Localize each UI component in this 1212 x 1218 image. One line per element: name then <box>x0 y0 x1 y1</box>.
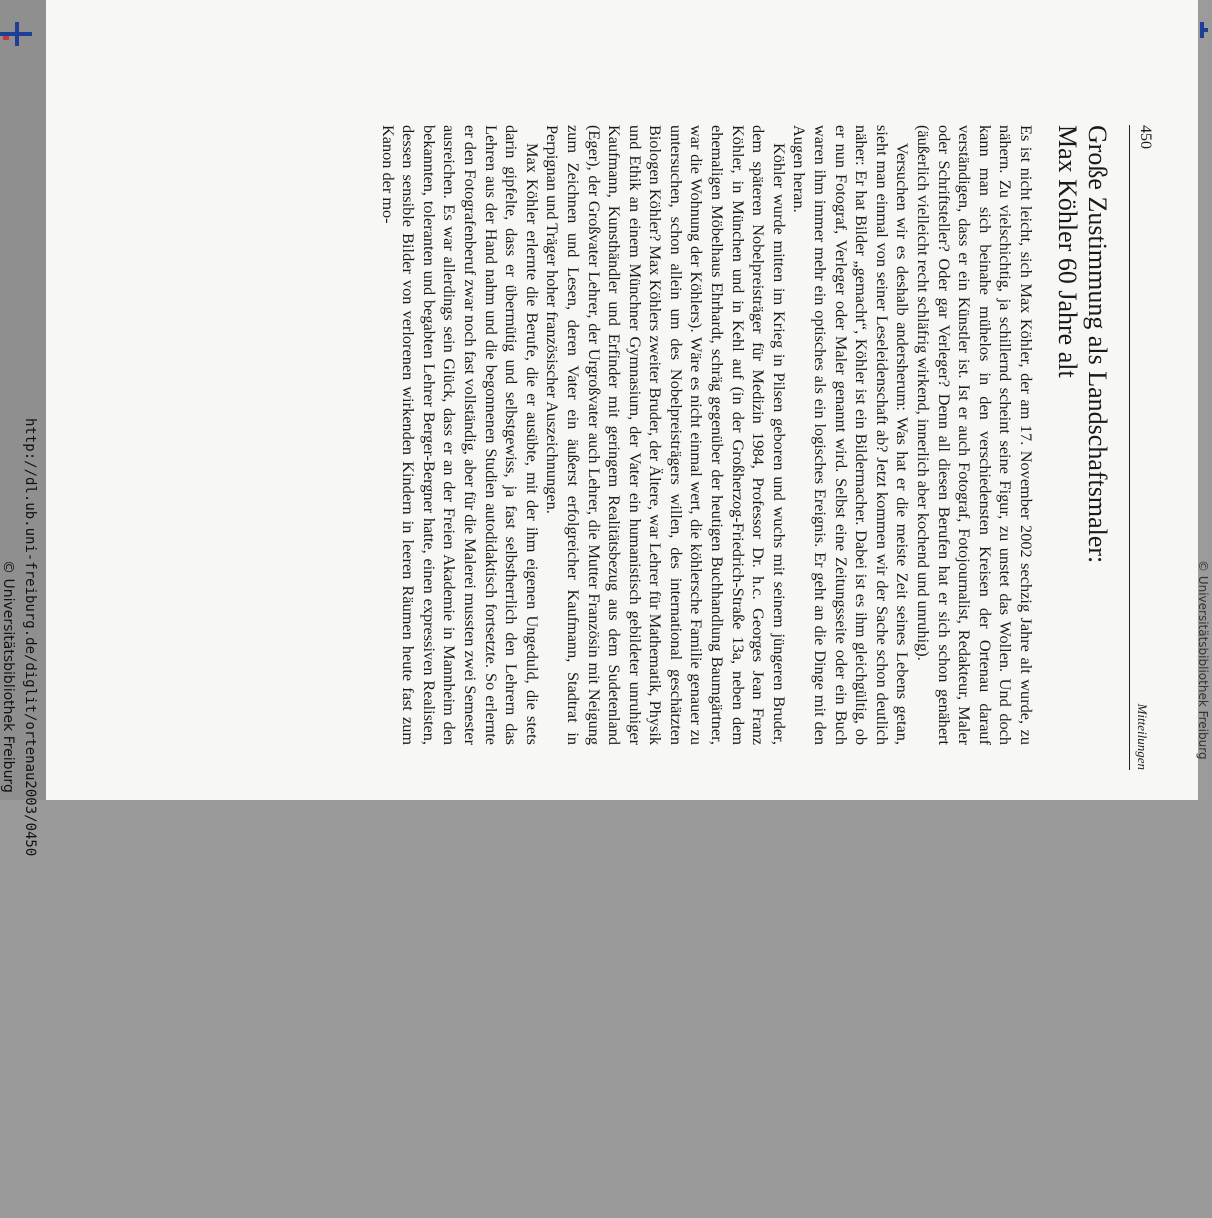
page-number: 450 <box>1137 125 1154 149</box>
paragraph: Es ist nicht leicht, sich Max Köhler, der am 17. November 2002 sechzig Jahre alt wurde, zu nähern. Zu vielschichtig, ja schillernd scheint seine Figur, zu unstet das Wollen. Und doch kann man sich beinahe mühelos in den verschiedensten Kreisen der Ortenau darauf verständigen, dass er ein Künstler ist. Ist er auch Fotograf, Fotojournalist, Redakteur, Maler oder Schriftsteller? Oder gar Verleger? Denn all diesen Berufen hat er sich schon genähert (äußerlich vielleicht recht schläfrig wirkend, innerlich aber kochend und unruhig). <box>914 125 1036 745</box>
scan-marker-right-icon <box>1200 22 1208 38</box>
paragraph: Köhler wurde mitten im Krieg in Pilsen geboren und wuchs mit seinem jüngeren Bruder, dem späteren Nobelpreisträger für Medizin 1984, Professor Dr. h.c. Georges Jean Franz Köhler, in München und in Kehl auf (in der Großherzog-Friedrich-Straße 13a, neben dem ehemaligen Möbelhaus Ehrhardt, schräg gegenüber der heutigen Buchhandlung Baumgärtner, war die Wohnung der Köhlers). Wäre es nicht einmal wert, die köhlersche Familie genauer zu untersuchen, schon allein um des Nobelpreisträgers willen, des international geschätzten Biologen Köhler? Max Köhlers zweiter Bruder, der Ältere, war Lehrer für Mathematik, Physik und Ethik an einem Münchner Gymnasium, der Vater ein humanistisch gebildeter unruhiger Kaufmann, Kunsthändler und Erfinder mit geringem Realitätsbezug aus dem Sudetenland (Eger), der Großvater Lehrer, der Urgroßvater auch Lehrer, die Mutter Französin mit Neigung zum Zeichnen und Lesen, deren Vater ein äußerst erfolgreicher Kaufmann, Stadtrat in Perpignan und Träger hoher französischer Auszeichnungen. <box>543 125 789 745</box>
rotated-page-content <box>104 0 1156 800</box>
article-title-line2: Max Köhler 60 Jahre alt <box>1053 125 1082 378</box>
article-body <box>377 125 1036 745</box>
section-title: Mitteilungen <box>1135 703 1150 770</box>
scanned-page <box>46 0 1198 800</box>
copyright-notice: © Universitätsbibliothek Freiburg <box>0 560 16 793</box>
article-title-line1: Große Zustimmung als Landschaftsmaler: <box>1083 125 1112 564</box>
paragraph: Versuchen wir es deshalb andersherum: Was hat er die meiste Zeit seines Lebens getan, sieht man einmal von seiner Leseleidenschaft ab? Jetzt kommen wir der Sache schon deutlich näher: Er hat Bilder „gemacht“, Köhler ist ein Bildermacher. Dabei ist es ihm gleichgültig, ob er nun Fotograf, Verleger oder Maler genannt wird. Selbst eine Zeitungsseite oder ein Buch waren ihm immer mehr ein optisches als ein logisches Ereignis. Er geht an die Dinge mit den Augen heran. <box>790 125 913 745</box>
page-header <box>1129 125 1156 770</box>
paragraph: Max Köhler erlernte die Berufe, die er ausübte, mit der ihm eigenen Ungeduld, die stets darin gipfelte, dass er übermütig und selbstgewiss, ja fast selbstherrlich den Lehrern das Lehren aus der Hand nahm und die begonnenen Studien autodidaktisch fortsetzte. So erlernte er den Fotografenberuf zwar noch fast vollständig, aber für die Malerei mussten zwei Semester ausreichen. Es war allerdings sein Glück, dass er an der Freien Akademie in Mannheim den bekannten, toleranten und begabten Lehrer Berger-Bergner hatte, einen expressiven Realisten, dessen sensible Bilder von verlorenen wirkenden Kindern in leeren Räumen heute fast zum Kanon der mo- <box>378 125 542 745</box>
scan-marker-icon <box>0 22 32 46</box>
source-url: http://dl.ub.uni-freiburg.de/diglit/ortenau2003/0450 <box>22 418 38 857</box>
article-title <box>1052 125 1112 785</box>
right-copyright-notice: © Universitätsbibliothek Freiburg <box>1196 560 1210 760</box>
